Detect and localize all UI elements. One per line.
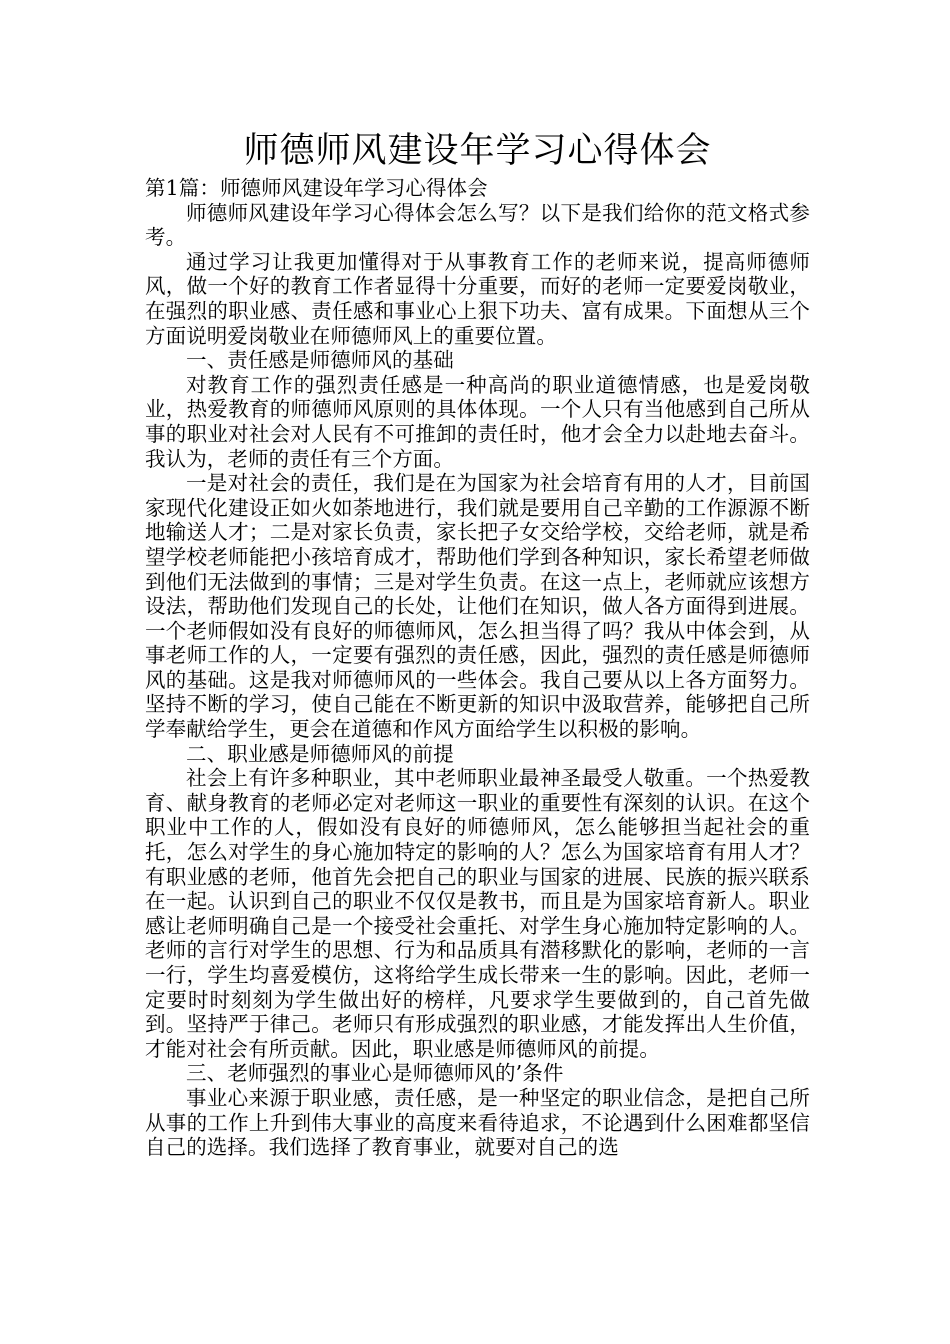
paragraph-dedication: 事业心来源于职业感，责任感，是一种坚定的职业信念，是把自己所从事的工作上升到伟大事业的高度来看待追求，不论遇到什么困难都坚信自己的选择。我们选择了教育事业，就要对自己的选 <box>145 1085 810 1160</box>
document-page <box>145 126 810 1160</box>
document-body <box>145 176 810 1160</box>
paragraph-responsibility-1: 对教育工作的强烈责任感是一种高尚的职业道德情感，也是爱岗敬业，热爱教育的师德师风原则的具体体现。一个人只有当他感到自己所从事的职业对社会对人民有不可推卸的责任时，他才会全力以赴地去奋斗。我认为，老师的责任有三个方面。 <box>145 372 810 471</box>
paragraph-intro: 师德师风建设年学习心得体会怎么写？以下是我们给你的范文格式参考。 <box>145 200 810 250</box>
paragraph-overview: 通过学习让我更加懂得对于从事教育工作的老师来说，提高师德师风，做一个好的教育工作者显得十分重要，而好的老师一定要爱岗敬业，在强烈的职业感、责任感和事业心上狠下功夫、富有成果。下面想从三个方面说明爱岗敬业在师德师风上的重要位置。 <box>145 249 810 348</box>
section-heading-profession: 二、职业感是师德师风的前提 <box>186 741 454 766</box>
document-title: 师德师风建设年学习心得体会 <box>243 131 712 171</box>
section-heading-responsibility: 一、责任感是师德师风的基础 <box>186 348 454 373</box>
chapter-heading: 第1篇：师德师风建设年学习心得体会 <box>145 176 488 200</box>
paragraph-responsibility-2: 一是对社会的责任，我们是在为国家为社会培育有用的人才，目前国家现代化建设正如火如荼地进行，我们就是要用自己辛勤的工作源源不断地输送人才；二是对家长负责，家长把子女交给学校，交给老师，就是希望学校老师能把小孩培育成才，帮助他们学到各种知识，家长希望老师做到他们无法做到的事情；三是对学生负责。在这一点上，老师就应该想方设法，帮助他们发现自己的长处，让他们在知识，做人各方面得到进展。一个老师假如没有良好的师德师风，怎么担当得了吗？我从中体会到，从事老师工作的人，一定要有强烈的责任感，因此，强烈的责任感是师德师风的基础。这是我对师德师风的一些体会。我自己要从以上各方面努力。坚持不断的学习，使自己能在不断更新的知识中汲取营养，能够把自己所学奉献给学生，更会在道德和作风方面给学生以积极的影响。 <box>145 471 810 742</box>
paragraph-profession: 社会上有许多种职业，其中老师职业最神圣最受人敬重。一个热爱教育、献身教育的老师必定对老师这一职业的重要性有深刻的认识。在这个职业中工作的人，假如没有良好的师德师风，怎么能够担当起社会的重托，怎么对学生的身心施加特定的影响的人？怎么为国家培育有用人才？有职业感的老师，他首先会把自己的职业与国家的进展、民族的振兴联系在一起。认识到自己的职业不仅仅是教书，而且是为国家培育新人。职业感让老师明确自己是一个接受社会重托、对学生身心施加特定影响的人。老师的言行对学生的思想、行为和品质具有潜移默化的影响，老师的一言一行，学生均喜爱模仿，这将给学生成长带来一生的影响。因此，老师一定要时时刻刻为学生做出好的榜样，凡要求学生要做到的，自己首先做到。坚持严于律己。老师只有形成强烈的职业感，才能发挥出人生价值，才能对社会有所贡献。因此，职业感是师德师风的前提。 <box>145 766 810 1061</box>
section-heading-dedication: 三、老师强烈的事业心是师德师风的’条件 <box>186 1061 564 1086</box>
